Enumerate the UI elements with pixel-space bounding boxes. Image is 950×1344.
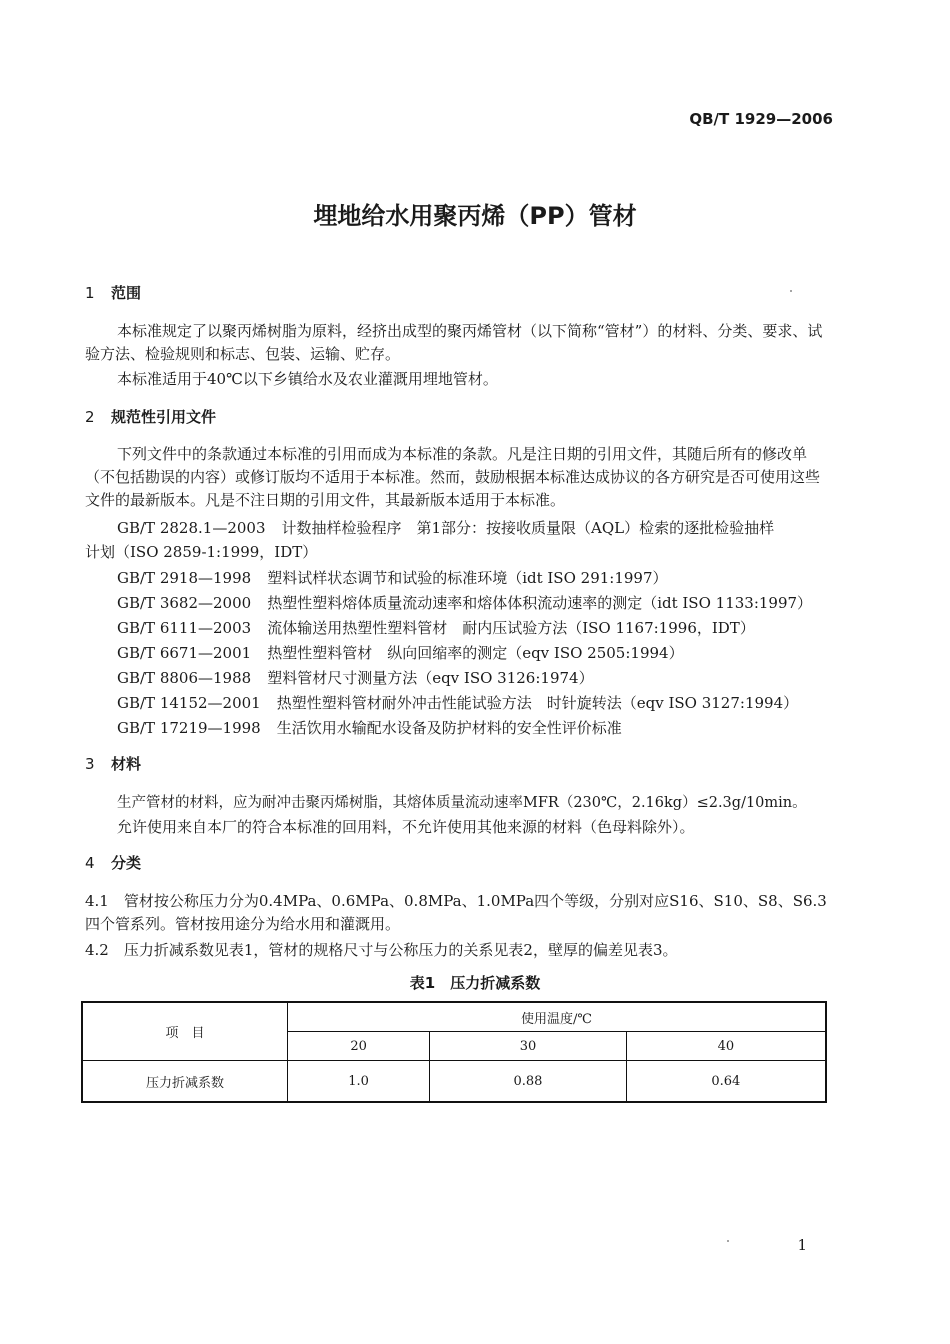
section-3-paragraph-1: 生产管材的材料，应为耐冲击聚丙烯树脂，其熔体质量流动速率MFR（230℃，2.16kg）≤2.3g/10min。	[117, 795, 807, 811]
section-3-heading	[85, 753, 141, 774]
scan-speck	[790, 290, 792, 292]
scan-speck	[727, 1240, 729, 1242]
reference-title: 热塑性塑料管材 纵向回缩率的测定（eqv ISO 2505:1994）	[267, 644, 684, 662]
reference-item	[117, 717, 622, 740]
section-2-heading	[85, 406, 216, 427]
section-1-paragraph-1: 本标准规定了以聚丙烯树脂为原料，经挤出成型的聚丙烯管材（以下简称“管材”）的材料、分类、要求、试验方法、检验规则和标志、包装、运输、贮存。	[85, 322, 823, 363]
table-caption: 表1 压力折减系数	[409, 974, 541, 992]
value-cell: 0.88	[430, 1061, 626, 1103]
value-cell: 1.0	[288, 1061, 430, 1103]
reference-code: GB/T 17219—1998	[117, 719, 261, 737]
reference-code: GB/T 2828.1—2003	[117, 519, 266, 537]
table-header-row	[82, 1002, 826, 1032]
clause-4-1: 4.1 管材按公称压力分为0.4MPa、0.6MPa、0.8MPa、1.0MPa四个等级，分别对应S16、S10、S8、S6.3四个管系列。管材按用途分为给水用和灌溉用。	[85, 892, 827, 933]
reference-title: 生活饮用水输配水设备及防护材料的安全性评价标准	[276, 719, 622, 737]
reference-title: 塑料试样状态调节和试验的标准环境（idt ISO 291:1997）	[267, 569, 668, 587]
reference-title: 塑料管材尺寸测量方法（eqv ISO 3126:1974）	[267, 669, 594, 687]
reference-code: GB/T 14152—2001	[117, 694, 261, 712]
section-1-heading	[85, 282, 141, 303]
pressure-reduction-table	[81, 1001, 827, 1103]
temperature-cell: 20	[288, 1032, 430, 1061]
reference-item	[117, 567, 668, 590]
section-title: 范围	[111, 284, 142, 302]
standard-number: QB/T 1929—2006	[689, 110, 833, 128]
reference-code: GB/T 6671—2001	[117, 644, 252, 662]
reference-item	[117, 517, 774, 540]
section-number: 4	[85, 854, 95, 872]
section-title: 材料	[111, 755, 142, 773]
reference-code: GB/T 3682—2000	[117, 594, 252, 612]
reference-item	[117, 617, 755, 640]
document-title: 埋地给水用聚丙烯（PP）管材	[313, 202, 637, 230]
reference-item	[117, 592, 812, 615]
reference-code: GB/T 6111—2003	[117, 619, 252, 637]
temperature-cell: 40	[626, 1032, 826, 1061]
table-row	[82, 1061, 826, 1103]
section-number: 1	[85, 284, 95, 302]
reference-title: 热塑性塑料管材耐外冲击性能试验方法 时针旋转法（eqv ISO 3127:1994）	[276, 694, 799, 712]
section-1-paragraph-2: 本标准适用于40℃以下乡镇给水及农业灌溉用埋地管材。	[117, 370, 498, 388]
page-number: 1	[797, 1236, 807, 1254]
reference-title: 热塑性塑料熔体质量流动速率和熔体体积流动速率的测定（idt ISO 1133:1997）	[267, 594, 813, 612]
value-cell: 0.64	[626, 1061, 826, 1103]
clause-4-2: 4.2 压力折减系数见表1，管材的规格尺寸与公称压力的关系见表2，壁厚的偏差见表3。	[85, 941, 678, 959]
section-4-heading	[85, 852, 141, 873]
reference-item	[117, 642, 684, 665]
reference-title: 计数抽样检验程序 第1部分：按接收质量限（AQL）检索的逐批检验抽样	[281, 519, 775, 537]
section-title: 分类	[111, 854, 142, 872]
temperature-cell: 30	[430, 1032, 626, 1061]
section-number: 2	[85, 408, 95, 426]
reference-code: GB/T 8806—1988	[117, 669, 252, 687]
section-3-paragraph-2: 允许使用来自本厂的符合本标准的回用料，不允许使用其他来源的材料（色母料除外）。	[117, 818, 695, 836]
temperature-header: 使用温度/℃	[288, 1002, 827, 1032]
section-title: 规范性引用文件	[111, 408, 217, 426]
item-header: 项 目	[82, 1002, 288, 1061]
reference-code: GB/T 2918—1998	[117, 569, 252, 587]
reference-title: 流体输送用热塑性塑料管材 耐内压试验方法（ISO 1167:1996，IDT）	[267, 619, 755, 637]
row-label: 压力折减系数	[82, 1061, 288, 1103]
section-2-paragraph-1: 下列文件中的条款通过本标准的引用而成为本标准的条款。凡是注日期的引用文件，其随后所有的修改单（不包括勘误的内容）或修订版均不适用于本标准。然而，鼓励根据本标准达成协议的各方研究是否可使用这些文件的最新版本。凡是不注日期的引用文件，其最新版本适用于本标准。	[85, 445, 821, 509]
reference-item	[117, 692, 798, 715]
section-number: 3	[85, 755, 95, 773]
reference-continuation: 计划（ISO 2859-1:1999，IDT）	[85, 543, 318, 561]
reference-item	[117, 667, 594, 690]
